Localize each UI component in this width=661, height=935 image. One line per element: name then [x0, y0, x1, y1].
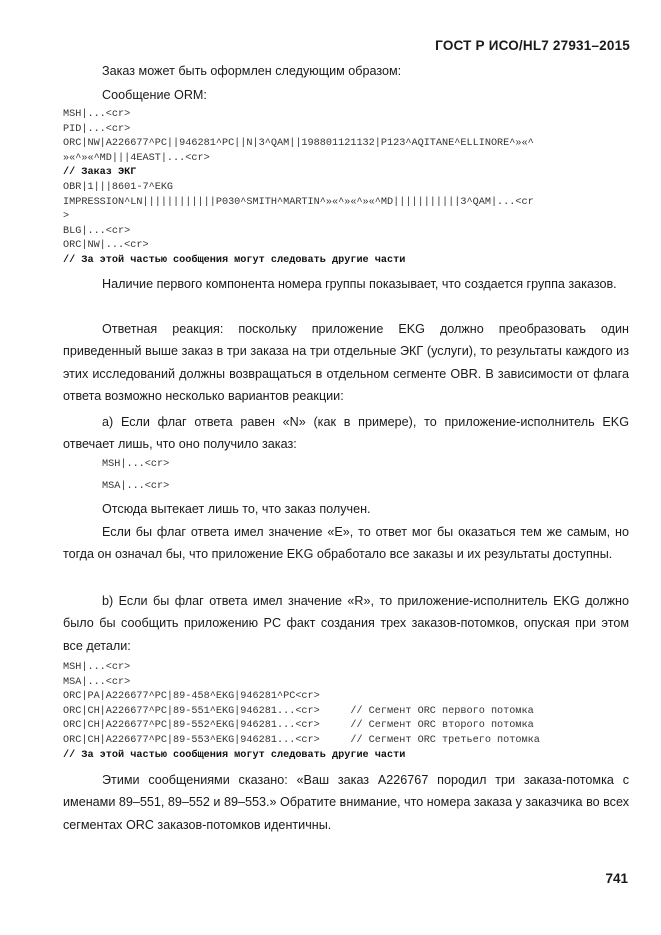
paragraph-orm-label: Сообщение ORM: [102, 88, 207, 102]
code-line: MSA|...<cr> [63, 676, 131, 688]
code-line: MSA|...<cr> [102, 481, 170, 492]
code-line: PID|...<cr> [63, 123, 131, 135]
code-line: ORC|CH|A226677^PC|89-553^EKG|946281...<cr> // Сегмент ORC третьего потомка [63, 734, 540, 746]
code-line: ORC|CH|A226677^PC|89-552^EKG|946281...<cr> // Сегмент ORC второго потомка [63, 720, 534, 732]
paragraph-flag-e: Если бы флаг ответа имел значение «Е», то ответ мог бы оказаться тем же самым, но тогда он означал бы, что приложение EKG обработало все заказы и их результаты доступны. [63, 525, 629, 562]
page-number: 741 [605, 871, 628, 886]
paragraph-case-b: b) Если бы флаг ответа имел значение «R», то приложение-исполнитель EKG должно было бы сообщить приложению PC факт создания трех заказов-потомков, опуская при этом все детали: [63, 594, 629, 653]
code-line: ORC|PA|A226677^PC|89-458^EKG|946281^PC<cr> [63, 691, 320, 703]
code-block-msa [102, 480, 661, 495]
paragraph-case-a: а) Если флаг ответа равен «N» (как в примере), то приложение-исполнитель EKG отвечает лишь, что оно получило заказ: [63, 415, 629, 452]
code-line: // За этой частью сообщения могут следовать другие части [63, 254, 406, 266]
code-line: ORC|NW|...<cr> [63, 240, 149, 252]
code-block-orc-children [63, 661, 635, 763]
code-line: // Заказ ЭКГ [63, 167, 137, 179]
code-line: IMPRESSION^LN||||||||||||P030^SMITH^MARTIN^»«^»«^»«^MD|||||||||||3^QAM|...<cr [63, 196, 534, 208]
code-line: BLG|...<cr> [63, 225, 131, 237]
code-line: OBR|1|||8601-7^EKG [63, 181, 174, 193]
code-line: // За этой частью сообщения могут следовать другие части [63, 749, 406, 761]
code-line: > [63, 211, 70, 223]
code-line: MSH|...<cr> [63, 662, 131, 673]
code-line: »«^»«^MD|||4EAST|...<cr> [63, 152, 210, 164]
code-block-orm [63, 108, 635, 269]
code-block-msh [102, 458, 661, 473]
paragraph-received: Отсюда вытекает лишь то, что заказ получен. [102, 502, 371, 516]
paragraph-group: Наличие первого компонента номера группы показывает, что создается группа заказов. [102, 277, 617, 291]
paragraph-response: Ответная реакция: поскольку приложение EKG должно преобразовать один приведенный выше заказ в три заказа на три отдельные ЭКГ (услуги), то результаты каждого из этих исследований должны возвращаться в отдельном сегменте OBR. В зависимости от флага ответа возможно несколько вариантов реакции: [63, 322, 629, 403]
paragraph-intro: Заказ может быть оформлен следующим образом: [102, 64, 402, 78]
code-line: ORC|CH|A226677^PC|89-551^EKG|946281...<cr> // Сегмент ORC первого потомка [63, 705, 534, 717]
code-line: MSH|...<cr> [63, 109, 131, 120]
document-header: ГОСТ Р ИСО/HL7 27931–2015 [435, 38, 630, 53]
code-line: ORC|NW|A226677^PC||946281^PC||N|3^QAM||198801121132|P123^AQITANE^ELLINORE^»«^ [63, 138, 534, 150]
code-line: MSH|...<cr> [102, 459, 170, 470]
paragraph-conclusion: Этими сообщениями сказано: «Ваш заказ A226767 породил три заказа-потомка с именами 89–551, 89–552 и 89–553.» Обратите внимание, что номера заказа у заказчика во всех сегментах ORC заказов-потомков идентичны. [63, 773, 629, 832]
